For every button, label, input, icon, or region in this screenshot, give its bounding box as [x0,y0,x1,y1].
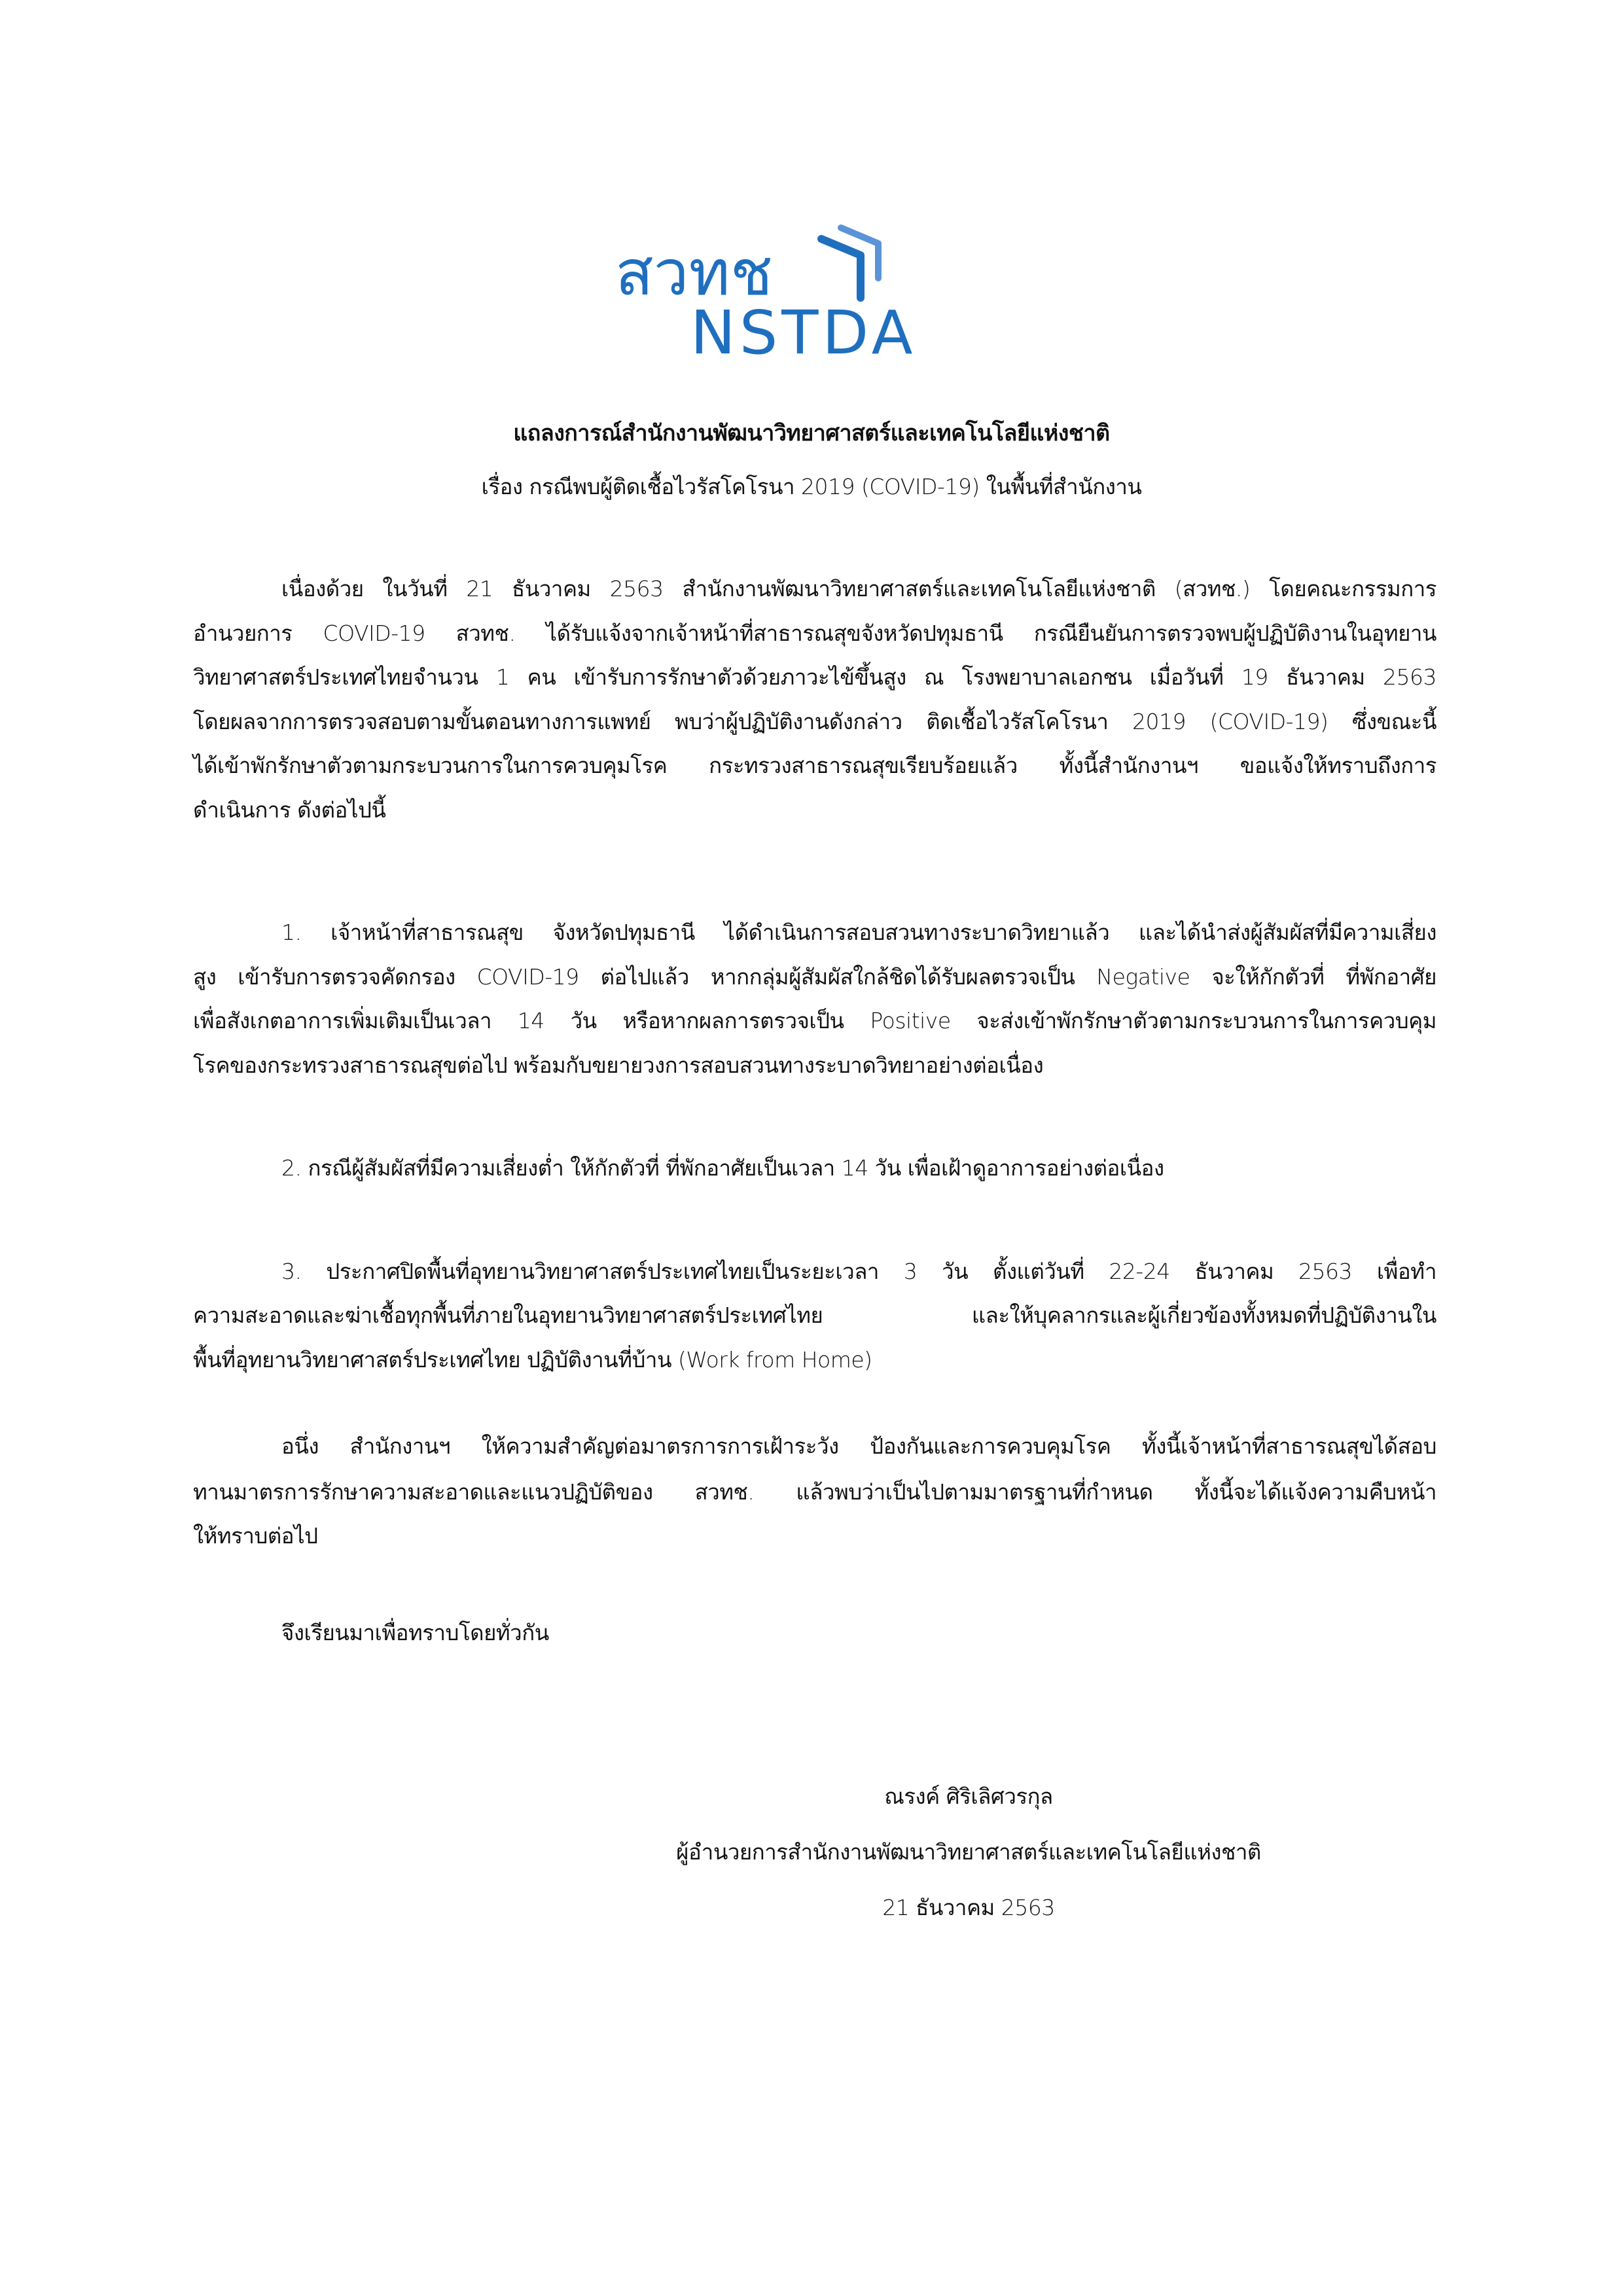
document-title: แถลงการณ์สำนักงานพัฒนาวิทยาศาสตร์และเทคโนโลยีแห่งชาติ [513,420,1110,446]
paragraph4-line: ให้ทราบต่อไป [193,1523,318,1549]
paragraph1-line: อำนวยการ COVID-19 สวทช. ได้รับแจ้งจากเจ้าหน้าที่สาธารณสุขจังหวัดปทุมธานี กรณียืนยันการตรวจพบผู้ปฏิบัติงานในอุทยาน [193,620,1436,646]
paragraph4-line: อนึ่ง สำนักงานฯ ให้ความสำคัญต่อมาตรการการเฝ้าระวัง ป้องกันและการควบคุมโรค ทั้งนี้เจ้าหน้าที่สาธารณสุขได้สอบ [281,1433,1436,1459]
paragraph1-line: โดยผลจากการตรวจสอบตามขั้นตอนทางการแพทย์ พบว่าผู้ปฏิบัติงานดังกล่าว ติดเชื้อไวรัสโคโรนา 2019 (COVID-19) ซึ่งขณะนี้ [193,709,1436,734]
document-date: 21 ธันวาคม 2563 [882,1895,1055,1920]
paragraph1-line: วิทยาศาสตร์ประเทศไทยจำนวน 1 คน เข้ารับการรักษาตัวด้วยภาวะไข้ขึ้นสูง ณ โรงพยาบาลเอกชน เมื่อวันที่ 19 ธันวาคม 2563 [193,664,1436,690]
item1-line: 1. เจ้าหน้าที่สาธารณสุข จังหวัดปทุมธานี ได้ดำเนินการสอบสวนทางระบาดวิทยาแล้ว และได้นำส่งผู้สัมผัสที่มีความเสี่ยง [281,920,1436,945]
logo-english-text: NSTDA [690,298,917,368]
item3-line: 3. ประกาศปิดพื้นที่อุทยานวิทยาศาสตร์ประเทศไทยเป็นระยะเวลา 3 วัน ตั้งแต่วันที่ 22-24 ธันวาคม 2563 เพื่อทำ [281,1259,1436,1284]
item1-line: เพื่อสังเกตอาการเพิ่มเติมเป็นเวลา 14 วัน หรือหากผลการตรวจเป็น Positive จะส่งเข้าพักรักษาตัวตามกระบวนการในการควบคุม [193,1008,1436,1033]
paragraph1-line: ดำเนินการ ดังต่อไปนี้ [193,797,386,823]
item2-line: 2. กรณีผู้สัมผัสที่มีความเสี่ยงต่ำ ให้กักตัวที่ ที่พักอาศัยเป็นเวลา 14 วัน เพื่อเฝ้าดูอาการอย่างต่อเนื่อง [281,1155,1164,1181]
item1-line: สูง เข้ารับการตรวจคัดกรอง COVID-19 ต่อไปแล้ว หากกลุ่มผู้สัมผัสใกล้ชิดได้รับผลตรวจเป็น Negative จะให้กักตัวที่ ที่พักอาศัย [193,964,1436,990]
item3-line: พื้นที่อุทยานวิทยาศาสตร์ประเทศไทย ปฏิบัติงานที่บ้าน (Work from Home) [193,1347,872,1372]
closing-text: จึงเรียนมาเพื่อทราบโดยทั่วกัน [281,1620,549,1645]
paragraph1-line: เนื่องด้วย ในวันที่ 21 ธันวาคม 2563 สำนักงานพัฒนาวิทยาศาสตร์และเทคโนโลยีแห่งชาติ (สวทช.) โดยคณะกรรมการ [281,576,1436,601]
document-subject: เรื่อง กรณีพบผู้ติดเชื้อไวรัสโคโรนา 2019 (COVID-19) ในพื้นที่สำนักงาน [481,474,1142,499]
item3-line: ความสะอาดและฆ่าเชื้อทุกพื้นที่ภายในอุทยานวิทยาศาสตร์ประเทศไทย และให้บุคลากรและผู้เกี่ยวข้องทั้งหมดที่ปฏิบัติงานใน [193,1302,1436,1328]
paragraph1-line: ได้เข้าพักรักษาตัวตามกระบวนการในการควบคุมโรค กระทรวงสาธารณสุขเรียบร้อยแล้ว ทั้งนี้สำนักงานฯ ขอแจ้งให้ทราบถึงการ [193,753,1436,778]
logo-thai-text: สวทช [615,236,773,310]
signatory-position: ผู้อำนวยการสำนักงานพัฒนาวิทยาศาสตร์และเทคโนโลยีแห่งชาติ [676,1839,1261,1865]
item1-line: โรคของกระทรวงสาธารณสุขต่อไป พร้อมกับขยายวงการสอบสวนทางระบาดวิทยาอย่างต่อเนื่อง [193,1052,1044,1078]
nstda-logo-graphic [609,219,1001,370]
nstda-logo [609,219,1001,370]
paragraph4-line: ทานมาตรการรักษาความสะอาดและแนวปฏิบัติของ สวทช. แล้วพบว่าเป็นไปตามมาตรฐานที่กำหนด ทั้งนี้จะได้แจ้งความคืบหน้า [193,1479,1436,1505]
signatory-name: ณรงค์ ศิริเลิศวรกุล [884,1784,1053,1809]
logo-chevron-front [821,239,861,298]
